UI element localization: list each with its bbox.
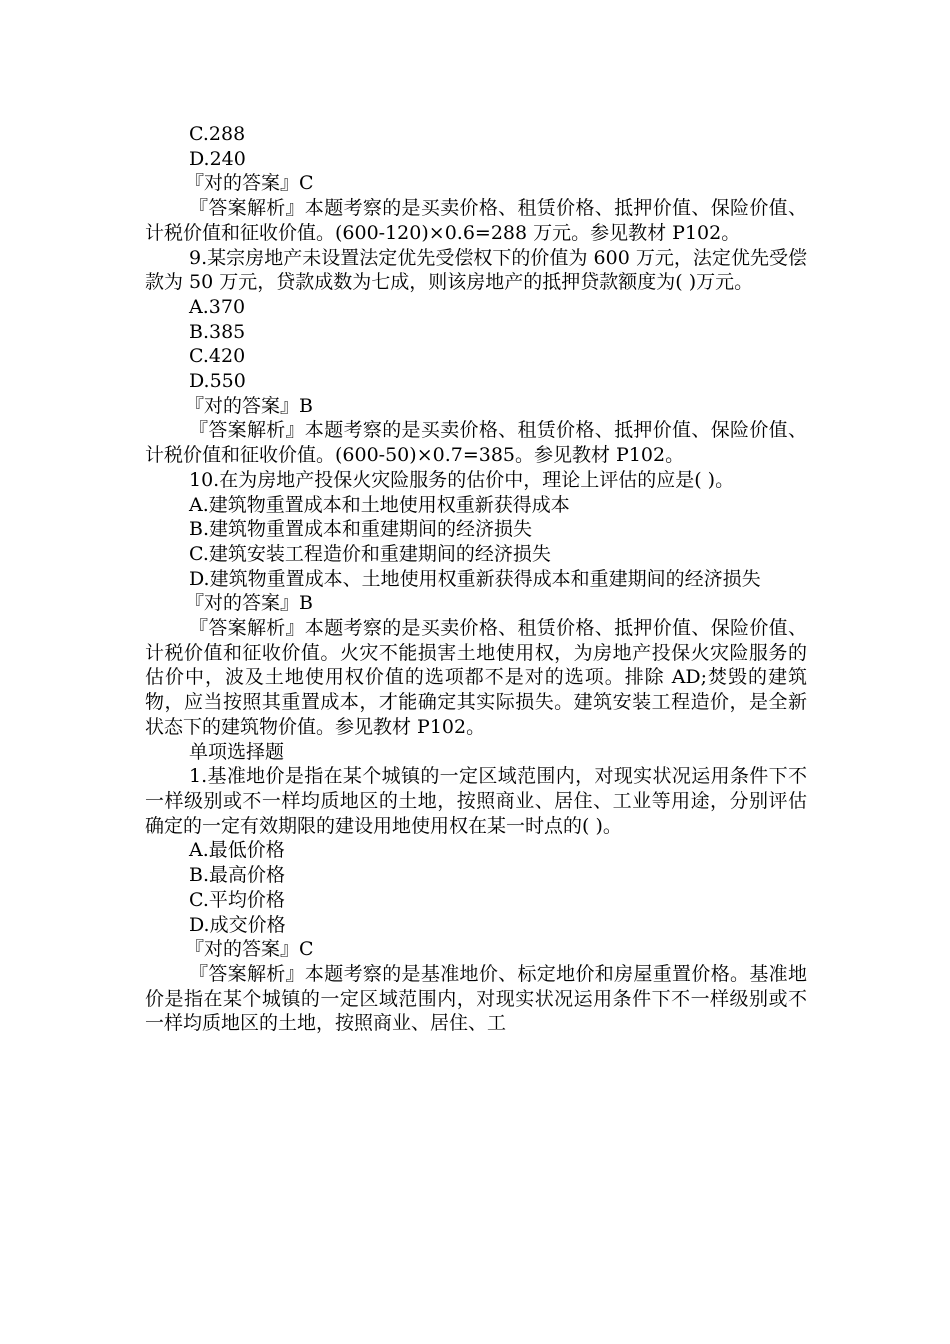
question-9: 9.某宗房地产未设置法定优先受偿权下的价值为 600 万元，法定优先受偿款为 50 万元，贷款成数为七成，则该房地产的抵押贷款额度为( )万元。 — [145, 246, 807, 294]
option-c: C.建筑安装工程造价和重建期间的经济损失 — [189, 542, 551, 565]
option-a: A.建筑物重置成本和土地使用权重新获得成本 — [189, 493, 570, 516]
document-page — [145, 122, 807, 1036]
option-d-240: D.240 — [189, 147, 246, 170]
answer-explanation: 『答案解析』本题考察的是基准地价、标定地价和房屋重置价格。基准地价是指在某个城镇的一定区域范围内，对现实状况运用条件下不一样级别或不一样均质地区的土地，按照商业、居住、工 — [145, 962, 807, 1035]
option-c-288: C.288 — [189, 123, 246, 145]
answer-explanation: 『答案解析』本题考察的是买卖价格、租赁价格、抵押价值、保险价值、计税价值和征收价值。(600-50)×0.7=385。参见教材 P102。 — [145, 419, 807, 467]
section-heading: 单项选择题 — [189, 740, 285, 763]
correct-answer: 『对的答案』C — [185, 172, 314, 195]
correct-answer: 『对的答案』B — [185, 592, 313, 615]
answer-explanation: 『答案解析』本题考察的是买卖价格、租赁价格、抵押价值、保险价值、计税价值和征收价值。(600-120)×0.6=288 万元。参见教材 P102。 — [145, 197, 807, 244]
option-a: A.370 — [189, 295, 246, 318]
option-d: D.成交价格 — [189, 913, 286, 936]
option-c: C.平均价格 — [189, 888, 285, 911]
option-b: B.建筑物重置成本和重建期间的经济损失 — [189, 518, 533, 541]
correct-answer: 『对的答案』C — [185, 938, 314, 961]
answer-explanation: 『答案解析』本题考察的是买卖价格、租赁价格、抵押价值、保险价值、计税价值和征收价值。火灾不能损害土地使用权，为房地产投保火灾险服务的估价中，波及土地使用权价值的选项都不是对的选项。排除 AD;焚毁的建筑物，应当按照其重置成本，才能确定其实际损失。建筑安装工程造价，是全新状态下的建筑物价值。参见教材 P102。 — [145, 617, 807, 738]
option-d: D.建筑物重置成本、土地使用权重新获得成本和重建期间的经济损失 — [189, 567, 761, 590]
question-10: 10.在为房地产投保火灾险服务的估价中，理论上评估的应是( )。 — [189, 468, 735, 491]
option-a: A.最低价格 — [189, 839, 285, 862]
option-b: B.最高价格 — [189, 864, 286, 887]
option-c: C.420 — [189, 345, 246, 368]
correct-answer: 『对的答案』B — [185, 394, 313, 417]
question-1: 1.基准地价是指在某个城镇的一定区域范围内，对现实状况运用条件下不一样级别或不一样均质地区的土地，按照商业、居住、工业等用途，分别评估确定的一定有效期限的建设用地使用权在某一时点的( )。 — [145, 765, 807, 837]
option-b: B.385 — [189, 320, 246, 343]
option-d: D.550 — [189, 370, 246, 393]
